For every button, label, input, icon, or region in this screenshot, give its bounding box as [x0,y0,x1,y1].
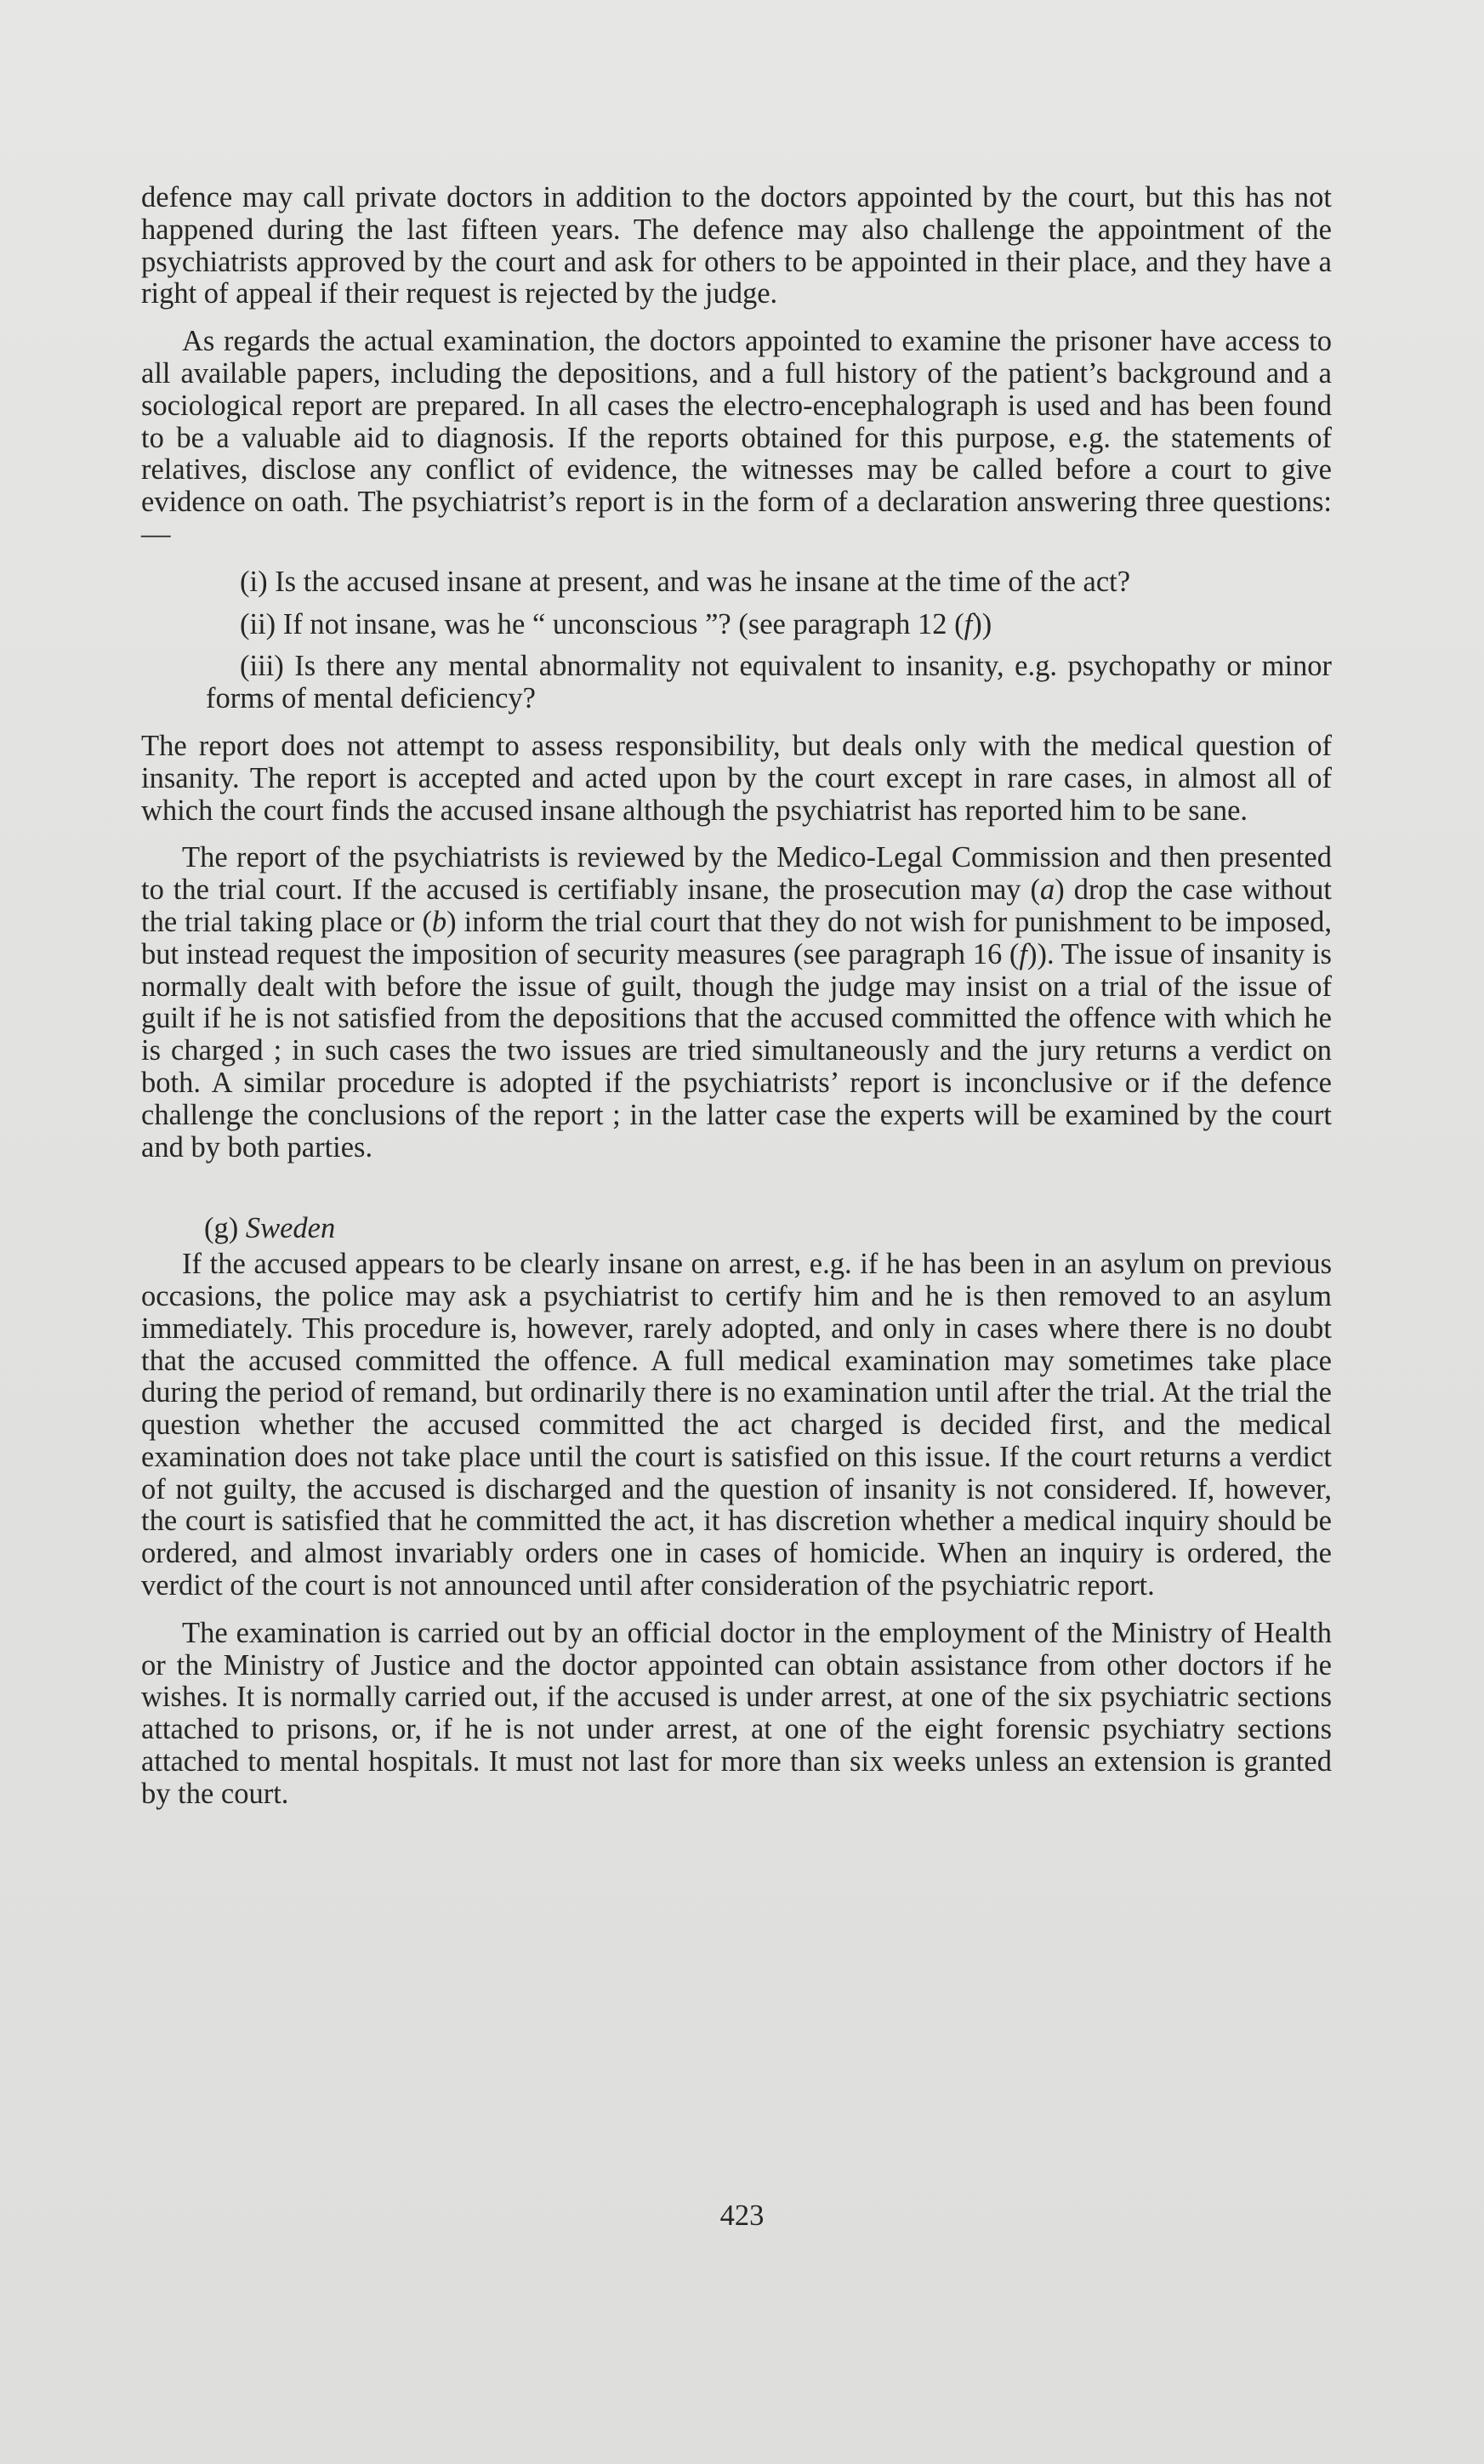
p4-ref-f: f [1019,937,1027,970]
paragraph-examination: As regards the actual examination, the doctors appointed to examine the prisoner have access to all available papers, including the depositions, and a full history of the patient’s background and a sociological report are prepared. In all cases the electro-encephalograph is used and has been found to be a valuable aid to diagnosis. If the reports obtained for this purpose, e.g. the statements of relatives, disclose any conflict of evidence, the witnesses may be called before a court to give evidence on oath. The psychiatrist’s report is in the form of a declaration answering three questions:— [141,325,1332,550]
question-ii [141,609,1332,641]
p4-text-3: ) inform the trial court that they do not wish for punishment to be imposed, but instead request the imposition of security measures (see paragraph 16 ( [141,905,1332,970]
section-heading-sweden [141,1213,1332,1245]
section-title: Sweden [245,1212,336,1245]
p4-text-2: ) drop the case without the trial taking place or ( [141,873,1332,938]
p4-ref-b: b [431,905,447,938]
body-text [141,182,1332,1811]
question-ii-text: (ii) If not insane, was he “ unconscious ”? (see paragraph 12 ( [240,607,964,640]
paragraph-sweden-examination: The examination is carried out by an official doctor in the employment of the Ministry of Health or the Ministry of Justice and the doctor appointed can obtain assistance from other doctors if he wishes. It is normally carried out, if the accused is under arrest, at one of the six psychiatric sections attached to prisons, or, if he is not under arrest, at one of the eight forensic psychiatry sections attached to mental hospitals. It must not last for more than six weeks unless an extension is granted by the court. [141,1616,1332,1810]
paragraph-medico-legal-commission [141,842,1332,1164]
p4-text-1: The report of the psychiatrists is reviewed by the Medico-Legal Commission and then presented to the trial court. If the accused is certifiably insane, the prosecution may ( [141,841,1332,907]
section-label: (g) [204,1212,239,1245]
page-number: 423 [719,2199,765,2232]
paragraph-defence-doctors: defence may call private doctors in addition to the doctors appointed by the court, but this has not happened during the last fifteen years. The defence may also challenge the appointment of the psychiatrists approved by the court and ask for others to be appointed in their place, and they have a right of appeal if their request is rejected by the judge. [141,181,1332,310]
paragraph-sweden-arrest: If the accused appears to be clearly insane on arrest, e.g. if he has been in an asylum on previous occasions, the police may ask a psychiatrist to certify him and he is then removed to an asylum immediately. This procedure is, however, rarely adopted, and only in cases where there is no doubt that the accused committed the offence. A full medical examination may sometimes take place during the period of remand, but ordinarily there is no examination until after the trial. At the trial the question whether the accused committed the act charged is decided first, and the medical examination does not take place until the court is satisfied on this issue. If the court returns a verdict of not guilty, the accused is discharged and the question of insanity is not considered. If, however, the court is satisfied that he committed the act, it has discretion whether a medical inquiry should be ordered, and almost invariably orders one in cases of homicide. When an inquiry is ordered, the verdict of the court is not announced until after consideration of the psychiatric report. [141,1248,1332,1602]
p4-ref-a: a [1040,873,1055,907]
question-ii-ref: f [964,607,973,640]
p4-text-4: )). The issue of insanity is normally dealt with before the issue of guilt, though the judge may insist on a trial of the issue of guilt if he is not satisfied from the depositions that the accused committed the offence with which he is charged ; in such cases the two issues are tried simultaneously and the jury returns a verdict on both. A similar procedure is adopted if the psychiatrists’ report is inconclusive or if the defence challenge the conclusions of the report ; in the latter case the experts will be examined by the court and by both parties. [141,937,1332,1164]
question-iii: (iii) Is there any mental abnormality not equivalent to insanity, e.g. psychopathy or minor forms of mental deficiency? [206,650,1332,715]
question-i: (i) Is the accused insane at present, and was he insane at the time of the act? [240,565,1131,598]
paragraph-responsibility: The report does not attempt to assess responsibility, but deals only with the medical question of insanity. The report is accepted and acted upon by the court except in rare cases, in almost all of which the court finds the accused insane although the psychiatrist has reported him to be sane. [141,729,1332,827]
question-ii-close: )) [972,607,992,640]
